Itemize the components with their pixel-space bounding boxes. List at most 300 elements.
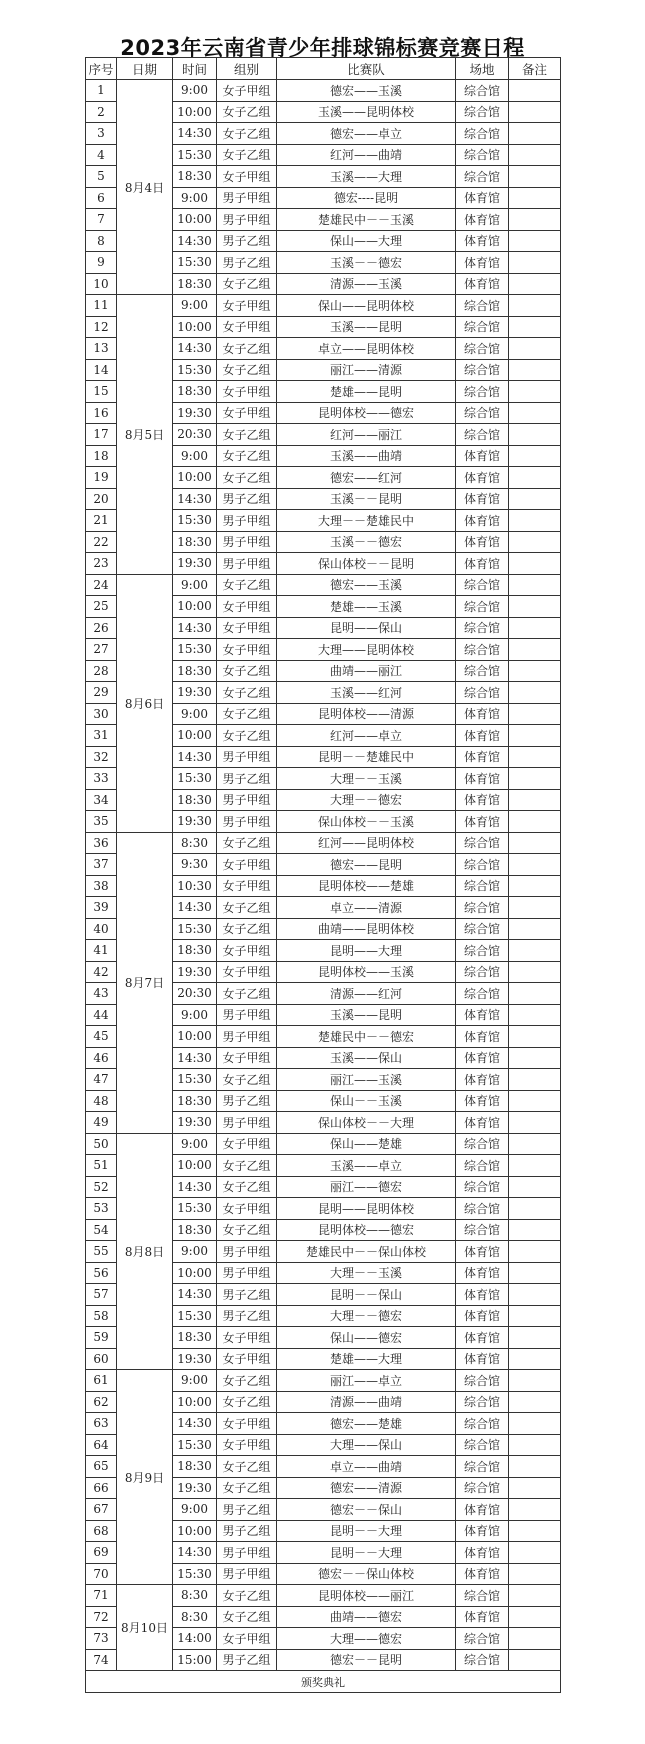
match-venue: 综合馆 [456,1456,509,1478]
match-venue: 综合馆 [456,832,509,854]
match-teams: 大理－－德宏 [277,789,456,811]
match-time: 9:00 [173,1370,217,1392]
match-time: 19:30 [173,553,217,575]
match-teams: 大理－－德宏 [277,1305,456,1327]
match-teams: 保山体校－－大理 [277,1112,456,1134]
match-time: 15:30 [173,768,217,790]
header-group: 组别 [217,58,277,80]
match-group: 男子甲组 [217,187,277,209]
match-teams: 保山——德宏 [277,1327,456,1349]
match-teams: 清源——红河 [277,983,456,1005]
match-notes [509,553,561,575]
match-index: 54 [86,1219,117,1241]
match-notes [509,273,561,295]
match-venue: 综合馆 [456,897,509,919]
match-time: 9:00 [173,445,217,467]
match-time: 14:00 [173,1628,217,1650]
match-teams: 昆明－－保山 [277,1284,456,1306]
match-time: 14:30 [173,897,217,919]
match-teams: 德宏——清源 [277,1477,456,1499]
match-index: 12 [86,316,117,338]
match-time: 19:30 [173,1112,217,1134]
match-notes [509,144,561,166]
match-time: 9:00 [173,187,217,209]
match-notes [509,531,561,553]
match-group: 女子甲组 [217,1413,277,1435]
match-notes [509,1628,561,1650]
match-notes [509,1069,561,1091]
match-teams: 卓立——昆明体校 [277,338,456,360]
match-time: 14:30 [173,230,217,252]
match-time: 15:30 [173,1434,217,1456]
match-teams: 昆明体校——玉溪 [277,961,456,983]
award-ceremony: 颁奖典礼 [86,1671,561,1693]
match-teams: 玉溪——保山 [277,1047,456,1069]
match-notes [509,1563,561,1585]
match-venue: 体育馆 [456,703,509,725]
table-row [86,1133,561,1155]
match-time: 10:00 [173,209,217,231]
match-group: 女子乙组 [217,101,277,123]
match-venue: 综合馆 [456,1155,509,1177]
match-venue: 综合馆 [456,574,509,596]
match-group: 男子乙组 [217,1649,277,1671]
match-notes [509,660,561,682]
match-venue: 体育馆 [456,1026,509,1048]
match-index: 48 [86,1090,117,1112]
match-time: 14:30 [173,1284,217,1306]
match-notes [509,230,561,252]
match-teams: 昆明－－楚雄民中 [277,746,456,768]
match-notes [509,961,561,983]
page-title: 2023年云南省青少年排球锦标赛竞赛日程 [120,36,525,60]
match-time: 9:00 [173,1499,217,1521]
match-venue: 体育馆 [456,768,509,790]
match-group: 男子乙组 [217,252,277,274]
match-group: 女子乙组 [217,725,277,747]
match-index: 51 [86,1155,117,1177]
match-notes [509,1198,561,1220]
match-time: 10:00 [173,725,217,747]
match-time: 19:30 [173,402,217,424]
match-time: 15:30 [173,510,217,532]
match-venue: 体育馆 [456,1542,509,1564]
match-index: 52 [86,1176,117,1198]
match-group: 女子乙组 [217,1391,277,1413]
match-teams: 楚雄——昆明 [277,381,456,403]
match-time: 18:30 [173,1327,217,1349]
match-venue: 体育馆 [456,1606,509,1628]
match-teams: 昆明－－大理 [277,1542,456,1564]
match-venue: 体育馆 [456,1305,509,1327]
match-venue: 综合馆 [456,940,509,962]
match-index: 68 [86,1520,117,1542]
match-time: 9:00 [173,703,217,725]
match-time: 18:30 [173,166,217,188]
match-teams: 昆明——保山 [277,617,456,639]
match-group: 女子甲组 [217,940,277,962]
match-time: 18:30 [173,660,217,682]
match-time: 19:30 [173,1477,217,1499]
match-notes [509,897,561,919]
match-date: 8月6日 [117,574,173,832]
match-venue: 综合馆 [456,381,509,403]
match-venue: 体育馆 [456,1520,509,1542]
match-index: 70 [86,1563,117,1585]
match-group: 男子甲组 [217,1563,277,1585]
match-time: 18:30 [173,531,217,553]
match-venue: 综合馆 [456,1649,509,1671]
match-group: 女子乙组 [217,1585,277,1607]
match-teams: 玉溪——红河 [277,682,456,704]
match-venue: 体育馆 [456,510,509,532]
match-group: 女子乙组 [217,660,277,682]
match-venue: 综合馆 [456,166,509,188]
match-teams: 红河——丽江 [277,424,456,446]
match-venue: 体育馆 [456,467,509,489]
match-teams: 楚雄——大理 [277,1348,456,1370]
match-time: 19:30 [173,1348,217,1370]
match-teams: 昆明体校——丽江 [277,1585,456,1607]
match-group: 女子甲组 [217,1198,277,1220]
match-teams: 楚雄民中－－德宏 [277,1026,456,1048]
match-venue: 体育馆 [456,252,509,274]
header-notes: 备注 [509,58,561,80]
match-venue: 综合馆 [456,918,509,940]
match-index: 46 [86,1047,117,1069]
match-teams: 红河——卓立 [277,725,456,747]
match-venue: 综合馆 [456,123,509,145]
match-time: 15:30 [173,252,217,274]
match-teams: 玉溪－－德宏 [277,531,456,553]
match-teams: 保山——大理 [277,230,456,252]
match-teams: 大理－－玉溪 [277,768,456,790]
match-group: 女子乙组 [217,1477,277,1499]
table-row [86,80,561,102]
match-teams: 曲靖——丽江 [277,660,456,682]
match-index: 17 [86,424,117,446]
match-time: 18:30 [173,1456,217,1478]
match-notes [509,1413,561,1435]
match-teams: 玉溪－－昆明 [277,488,456,510]
match-index: 67 [86,1499,117,1521]
match-group: 男子甲组 [217,553,277,575]
match-teams: 清源——玉溪 [277,273,456,295]
match-index: 31 [86,725,117,747]
match-time: 10:30 [173,875,217,897]
match-index: 44 [86,1004,117,1026]
table-row [86,1370,561,1392]
header-index: 序号 [86,58,117,80]
match-teams: 玉溪——大理 [277,166,456,188]
match-venue: 综合馆 [456,402,509,424]
match-teams: 清源——曲靖 [277,1391,456,1413]
match-notes [509,381,561,403]
match-venue: 综合馆 [456,596,509,618]
match-time: 15:30 [173,1563,217,1585]
match-notes [509,1047,561,1069]
match-index: 1 [86,80,117,102]
match-teams: 玉溪——昆明 [277,1004,456,1026]
match-venue: 体育馆 [456,1004,509,1026]
match-index: 37 [86,854,117,876]
match-time: 18:30 [173,789,217,811]
match-teams: 楚雄——玉溪 [277,596,456,618]
match-teams: 大理——昆明体校 [277,639,456,661]
match-teams: 丽江——卓立 [277,1370,456,1392]
match-notes [509,1241,561,1263]
match-teams: 卓立——曲靖 [277,1456,456,1478]
match-group: 男子乙组 [217,1090,277,1112]
match-notes [509,875,561,897]
match-index: 58 [86,1305,117,1327]
match-notes [509,1305,561,1327]
match-venue: 体育馆 [456,1348,509,1370]
match-time: 9:00 [173,1241,217,1263]
match-venue: 体育馆 [456,725,509,747]
match-index: 2 [86,101,117,123]
match-group: 女子甲组 [217,875,277,897]
match-venue: 体育馆 [456,1090,509,1112]
match-notes [509,402,561,424]
match-notes [509,1262,561,1284]
match-group: 女子甲组 [217,639,277,661]
match-index: 35 [86,811,117,833]
match-index: 36 [86,832,117,854]
match-venue: 体育馆 [456,746,509,768]
match-venue: 综合馆 [456,295,509,317]
match-index: 16 [86,402,117,424]
match-teams: 德宏——昆明 [277,854,456,876]
match-teams: 昆明体校——清源 [277,703,456,725]
match-group: 男子甲组 [217,1241,277,1263]
match-time: 18:30 [173,273,217,295]
match-venue: 体育馆 [456,531,509,553]
match-notes [509,1348,561,1370]
match-teams: 玉溪——卓立 [277,1155,456,1177]
match-date: 8月4日 [117,80,173,295]
match-index: 65 [86,1456,117,1478]
match-notes [509,1370,561,1392]
table-row [86,574,561,596]
match-notes [509,209,561,231]
match-teams: 昆明－－大理 [277,1520,456,1542]
match-teams: 德宏——玉溪 [277,80,456,102]
match-teams: 玉溪－－德宏 [277,252,456,274]
match-index: 32 [86,746,117,768]
match-group: 女子乙组 [217,1456,277,1478]
match-teams: 昆明体校——德宏 [277,1219,456,1241]
match-notes [509,1133,561,1155]
match-venue: 体育馆 [456,230,509,252]
header-venue: 场地 [456,58,509,80]
match-group: 男子乙组 [217,768,277,790]
match-time: 15:30 [173,144,217,166]
match-notes [509,789,561,811]
match-group: 女子乙组 [217,1219,277,1241]
match-group: 女子乙组 [217,918,277,940]
match-group: 女子乙组 [217,897,277,919]
match-notes [509,123,561,145]
match-venue: 体育馆 [456,1112,509,1134]
match-group: 女子乙组 [217,273,277,295]
match-time: 15:30 [173,1305,217,1327]
match-group: 女子乙组 [217,682,277,704]
match-time: 14:30 [173,1542,217,1564]
match-venue: 综合馆 [456,359,509,381]
match-group: 男子乙组 [217,230,277,252]
match-group: 男子甲组 [217,1026,277,1048]
match-index: 69 [86,1542,117,1564]
match-time: 18:30 [173,1219,217,1241]
match-time: 10:00 [173,467,217,489]
match-index: 15 [86,381,117,403]
match-index: 14 [86,359,117,381]
match-time: 9:00 [173,574,217,596]
match-venue: 体育馆 [456,1284,509,1306]
match-time: 10:00 [173,101,217,123]
match-venue: 综合馆 [456,617,509,639]
match-date: 8月10日 [117,1585,173,1671]
match-venue: 综合馆 [456,983,509,1005]
match-teams: 德宏——玉溪 [277,574,456,596]
match-notes [509,316,561,338]
match-time: 18:30 [173,940,217,962]
match-notes [509,1155,561,1177]
match-teams: 保山－－玉溪 [277,1090,456,1112]
header-date: 日期 [117,58,173,80]
match-teams: 保山——昆明体校 [277,295,456,317]
match-notes [509,1456,561,1478]
match-index: 13 [86,338,117,360]
match-time: 15:30 [173,918,217,940]
match-index: 42 [86,961,117,983]
match-teams: 保山体校－－昆明 [277,553,456,575]
match-group: 女子乙组 [217,144,277,166]
match-venue: 体育馆 [456,1327,509,1349]
match-venue: 综合馆 [456,144,509,166]
match-time: 15:30 [173,639,217,661]
match-index: 21 [86,510,117,532]
match-group: 女子乙组 [217,983,277,1005]
match-index: 9 [86,252,117,274]
match-index: 25 [86,596,117,618]
match-venue: 综合馆 [456,1413,509,1435]
match-index: 74 [86,1649,117,1671]
match-notes [509,1391,561,1413]
match-notes [509,101,561,123]
match-venue: 综合馆 [456,316,509,338]
match-notes [509,596,561,618]
match-notes [509,1090,561,1112]
match-index: 11 [86,295,117,317]
match-group: 女子乙组 [217,574,277,596]
match-group: 女子甲组 [217,1047,277,1069]
match-group: 男子甲组 [217,531,277,553]
match-group: 女子甲组 [217,854,277,876]
match-index: 18 [86,445,117,467]
match-index: 34 [86,789,117,811]
match-time: 14:30 [173,123,217,145]
match-notes [509,1499,561,1521]
match-index: 33 [86,768,117,790]
match-time: 9:00 [173,295,217,317]
table-row [86,1585,561,1607]
match-notes [509,1004,561,1026]
match-group: 男子乙组 [217,1499,277,1521]
match-index: 49 [86,1112,117,1134]
match-notes [509,1520,561,1542]
match-group: 男子乙组 [217,1305,277,1327]
match-time: 9:30 [173,854,217,876]
match-time: 19:30 [173,811,217,833]
match-index: 60 [86,1348,117,1370]
match-venue: 体育馆 [456,1262,509,1284]
match-group: 女子甲组 [217,617,277,639]
match-teams: 大理——德宏 [277,1628,456,1650]
match-index: 41 [86,940,117,962]
match-index: 7 [86,209,117,231]
match-time: 10:00 [173,1026,217,1048]
match-venue: 综合馆 [456,1628,509,1650]
match-venue: 体育馆 [456,1241,509,1263]
match-index: 61 [86,1370,117,1392]
match-teams: 德宏——卓立 [277,123,456,145]
match-index: 20 [86,488,117,510]
match-teams: 曲靖——德宏 [277,1606,456,1628]
match-time: 8:30 [173,1585,217,1607]
header-teams: 比赛队 [277,58,456,80]
match-teams: 红河——昆明体校 [277,832,456,854]
match-venue: 体育馆 [456,488,509,510]
match-venue: 体育馆 [456,811,509,833]
match-group: 女子乙组 [217,1069,277,1091]
match-group: 女子乙组 [217,467,277,489]
match-time: 14:30 [173,488,217,510]
match-time: 10:00 [173,1520,217,1542]
match-notes [509,295,561,317]
match-teams: 德宏－－昆明 [277,1649,456,1671]
match-venue: 综合馆 [456,1391,509,1413]
match-group: 男子甲组 [217,209,277,231]
match-notes [509,1477,561,1499]
match-time: 14:30 [173,1413,217,1435]
match-time: 9:00 [173,80,217,102]
match-time: 14:30 [173,617,217,639]
match-notes [509,725,561,747]
match-time: 10:00 [173,316,217,338]
match-group: 女子甲组 [217,295,277,317]
match-index: 55 [86,1241,117,1263]
match-date: 8月7日 [117,832,173,1133]
match-teams: 大理－－楚雄民中 [277,510,456,532]
match-venue: 体育馆 [456,1499,509,1521]
match-teams: 楚雄民中－－玉溪 [277,209,456,231]
match-group: 女子乙组 [217,832,277,854]
match-index: 4 [86,144,117,166]
match-group: 女子甲组 [217,1348,277,1370]
match-time: 19:30 [173,961,217,983]
match-group: 女子甲组 [217,316,277,338]
match-group: 男子甲组 [217,1004,277,1026]
match-notes [509,1542,561,1564]
header-row [86,58,561,80]
match-time: 14:30 [173,1047,217,1069]
match-teams: 昆明体校——德宏 [277,402,456,424]
match-index: 24 [86,574,117,596]
match-index: 59 [86,1327,117,1349]
match-group: 女子甲组 [217,381,277,403]
